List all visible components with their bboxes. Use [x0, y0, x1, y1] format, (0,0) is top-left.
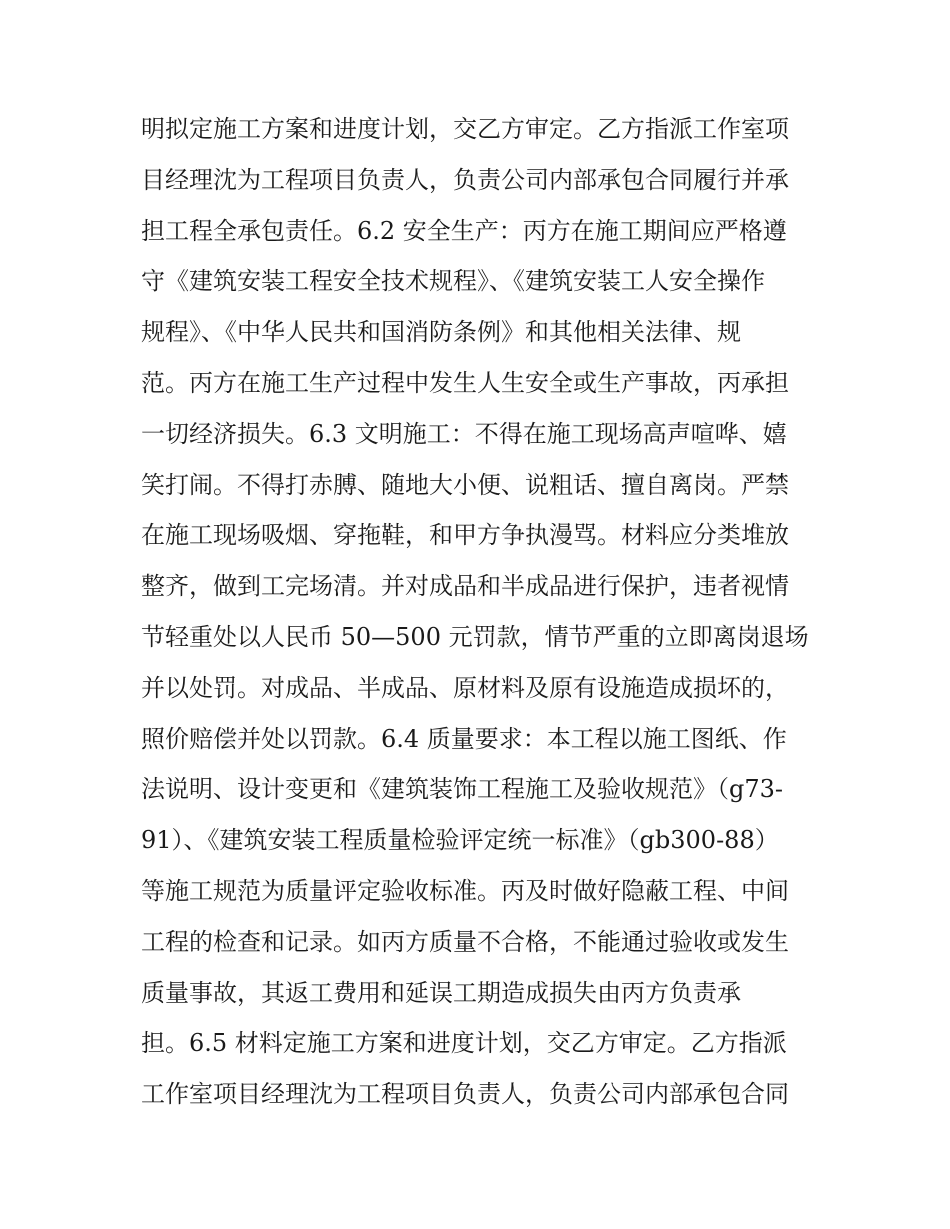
text-line: 等施工规范为质量评定验收标准。丙及时做好隐蔽工程、中间 [141, 876, 789, 905]
text-line: 守《建筑安装工程安全技术规程》、《建筑安装工人安全操作 [141, 267, 765, 296]
text-line: 整齐，做到工完场清。并对成品和半成品进行保护，违者视情 [141, 572, 789, 601]
text-line: 并以处罚。对成品、半成品、原材料及原有设施造成损坏的， [141, 673, 789, 702]
text-line: 一切经济损失。6.3 文明施工：不得在施工现场高声喧哗、嬉 [141, 419, 787, 448]
text-line: 目经理沈为工程项目负责人，负责公司内部承包合同履行并承 [141, 165, 789, 194]
text-line: 工程的检查和记录。如丙方质量不合格，不能通过验收或发生 [141, 927, 789, 956]
text-line: 照价赔偿并处以罚款。6.4 质量要求：本工程以施工图纸、作 [141, 724, 787, 753]
body-text [141, 104, 821, 1120]
text-line: 法说明、设计变更和《建筑装饰工程施工及验收规范》（g73- [141, 775, 784, 804]
text-line: 明拟定施工方案和进度计划，交乙方审定。乙方指派工作室项 [141, 115, 789, 143]
text-line: 笑打闹。不得打赤膊、随地大小便、说粗话、擅自离岗。严禁 [141, 470, 789, 499]
text-line: 质量事故，其返工费用和延误工期造成损失由丙方负责承 [141, 978, 741, 1007]
text-line: 担。6.5 材料定施工方案和进度计划，交乙方审定。乙方指派 [141, 1029, 787, 1058]
text-line: 担工程全承包责任。6.2 安全生产：丙方在施工期间应严格遵 [141, 216, 787, 245]
text-line: 91）、《建筑安装工程质量检验评定统一标准》（gb300-88） [141, 826, 779, 855]
text-line: 在施工现场吸烟、穿拖鞋，和甲方争执漫骂。材料应分类堆放 [141, 521, 789, 550]
text-line: 范。丙方在施工生产过程中发生人生安全或生产事故，丙承担 [141, 368, 789, 397]
text-line: 工作室项目经理沈为工程项目负责人，负责公司内部承包合同 [141, 1080, 789, 1109]
text-line: 规程》、《中华人民共和国消防条例》和其他相关法律、规 [141, 318, 741, 347]
text-line: 节轻重处以人民币 50—500 元罚款，情节严重的立即离岗退场 [141, 622, 809, 651]
